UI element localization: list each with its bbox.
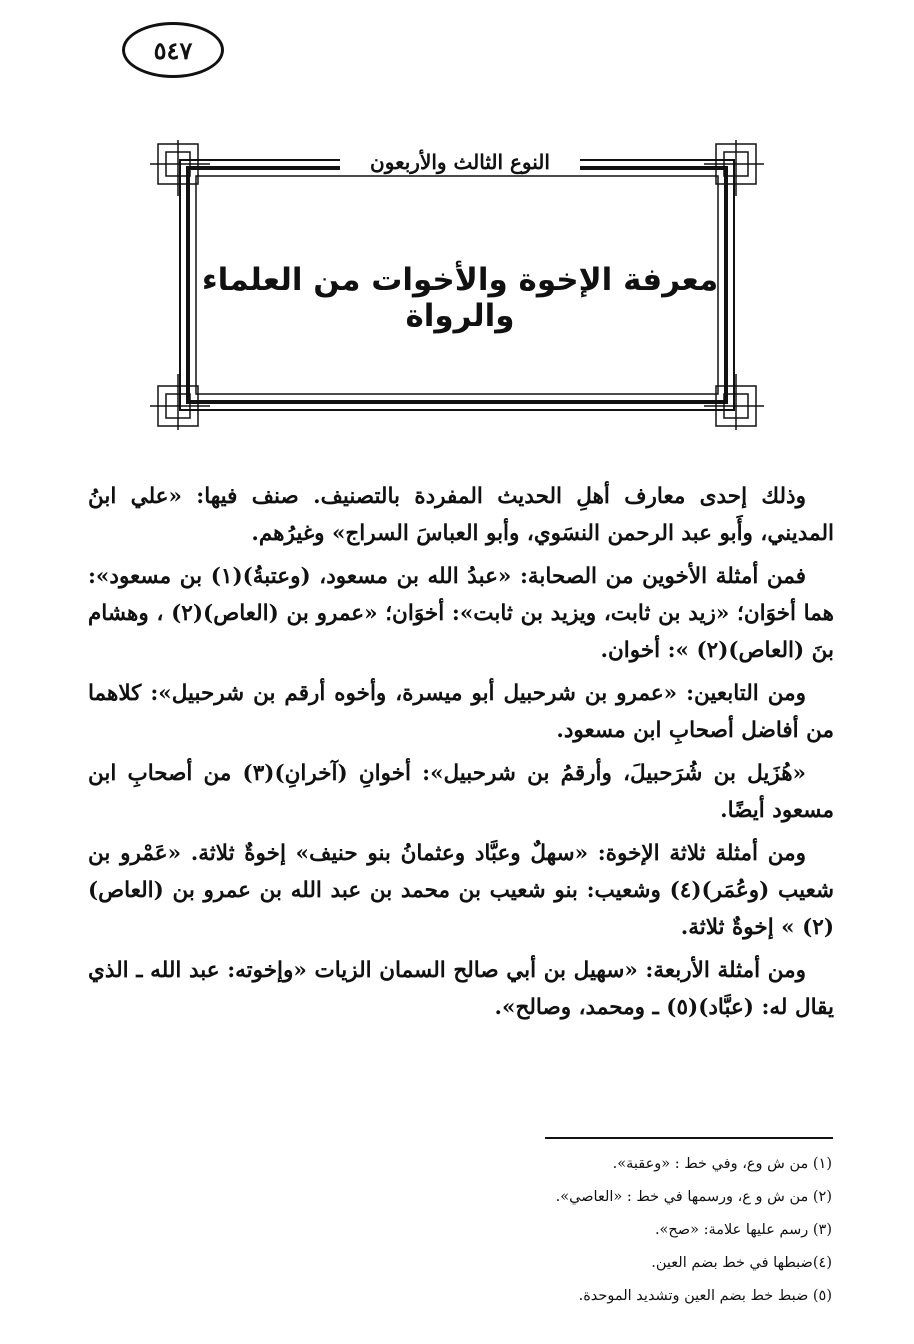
chapter-title: معرفة الإخوة والأخوات من العلماء والرواة	[201, 262, 719, 334]
footnote: (٤)ضبطها في خط بضم العين.	[651, 1255, 832, 1271]
footnotes	[300, 1148, 832, 1313]
footnote: (٢) من ش و ع، ورسمها في خط : «العاصي».	[555, 1189, 832, 1205]
paragraph: ومن أمثلة ثلاثة الإخوة: «سهلٌ وعبَّاد وعثمانُ بنو حنيف» إخوةٌ ثلاثة. «عَمْرو بن شعيب (وعُمَر)(٤) وشعيب: بنو شعيب بن محمد بن عبد الله بن عمرو بن (العاص)(٢) » إخوةٌ ثلاثة.	[88, 841, 834, 940]
footnote-divider	[545, 1137, 833, 1139]
chapter-heading: النوع الثالث والأربعون	[340, 150, 580, 174]
paragraph: ومن أمثلة الأربعة: «سهيل بن أبي صالح السمان الزيات «وإخوته: عبد الله ـ الذي يقال له: (عبَّاد)(٥) ـ ومحمد، وصالح».	[88, 958, 834, 1020]
paragraph: فمن أمثلة الأخوين من الصحابة: «عبدُ الله بن مسعود، (وعتبةُ)(١) بن مسعود»: هما أخوَان؛ «زيد بن ثابت، ويزيد بن ثابت»: أخوَان؛ «عمرو بن (العاص)(٢) ، وهشام بنَ (العاص)(٢) »: أخوان.	[88, 564, 834, 663]
page-number: ٥٤٧	[122, 22, 224, 78]
main-text	[88, 478, 834, 1032]
footnote: (٥) ضبط خط بضم العين وتشديد الموحدة.	[578, 1288, 832, 1304]
paragraph: وذلك إحدى معارف أهلِ الحديث المفردة بالتصنيف. صنف فيها: «علي ابنُ المديني، وأَبو عبد الرحمن النسَوي، وأبو العباسَ السراج» وغيرُهم.	[88, 484, 834, 546]
footnote: (٣) رسم عليها علامة: «صح».	[654, 1222, 832, 1238]
paragraph: «هُزَيل بن شُرَحبيلَ، وأرقمُ بن شرحبيل»: أخوانِ (آخرانِ)(٣) من أصحابِ ابن مسعود أيضًا.	[88, 761, 834, 823]
paragraph: ومن التابعين: «عمرو بن شرحبيل أبو ميسرة، وأخوه أرقم بن شرحبيل»: كلاهما من أفاضل أصحابِ ابن مسعود.	[88, 681, 834, 743]
footnote: (١) من ش وع، وفي خط : «وعقبة».	[612, 1156, 832, 1172]
